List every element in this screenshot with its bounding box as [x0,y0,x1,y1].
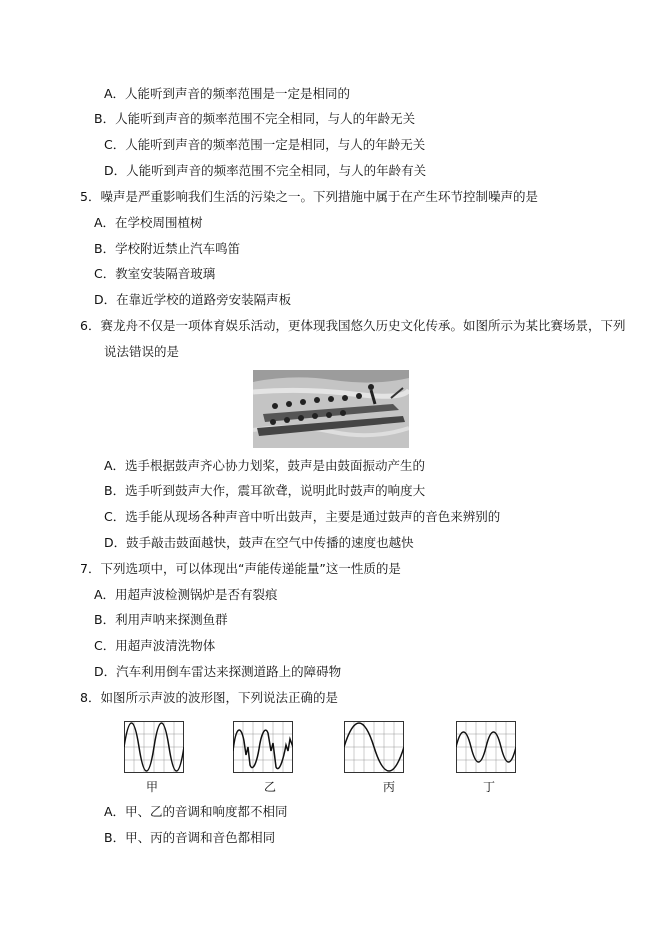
q5-option-a: A．在学校周围植树 [94,215,203,230]
dragon-boat-illustration [253,370,409,448]
q5-option-d: D．在靠近学校的道路旁安装隔声板 [94,292,292,307]
q7-stem: 7．下列选项中，可以体现出“声能传递能量”这一性质的是 [80,561,401,576]
waveform-label-bing: 丙 [383,780,396,794]
q6-option-d: D．鼓手敲击鼓面越快，鼓声在空气中传播的速度也越快 [104,535,414,550]
q6-option-a: A．选手根据鼓声齐心协力划桨，鼓声是由鼓面振动产生的 [104,458,426,473]
waveform-label-yi: 乙 [264,780,277,794]
waveform-yi [233,721,293,773]
q5-option-b: B．学校附近禁止汽车鸣笛 [94,241,241,256]
q4-option-d: D．人能听到声音的频率范围不完全相同，与人的年龄有关 [104,163,427,178]
q5-stem: 5．噪声是严重影响我们生活的污染之一。下列措施中属于在产生环节控制噪声的是 [80,189,538,204]
q4-option-a: A．人能听到声音的频率范围是一定是相同的 [104,86,351,101]
q7-option-a: A．用超声波检测锅炉是否有裂痕 [94,587,278,602]
dragon-boat-race-photo [253,370,409,448]
q7-option-d: D．汽车利用倒车雷达来探测道路上的障碍物 [94,664,342,679]
waveform-jia [124,721,184,773]
waveform-label-jia: 甲 [146,780,159,794]
q6-option-c: C．选手能从现场各种声音中听出鼓声，主要是通过鼓声的音色来辨别的 [104,509,501,524]
q7-option-c: C．用超声波清洗物体 [94,638,216,653]
q6-stem-line1: 6．赛龙舟不仅是一项体育娱乐活动，更体现我国悠久历史文化传承。如图所示为某比赛场景，下列 [80,318,626,333]
q6-option-b: B．选手听到鼓声大作，震耳欲聋，说明此时鼓声的响度大 [104,483,426,498]
q5-option-c: C．教室安装隔音玻璃 [94,266,216,281]
q8-option-a: A．甲、乙的音调和响度都不相同 [104,804,288,819]
q7-option-b: B．利用声呐来探测鱼群 [94,612,228,627]
q8-stem: 8．如图所示声波的波形图，下列说法正确的是 [80,690,338,705]
q6-stem-line2: 说法错误的是 [104,344,180,359]
waveform-ding [456,721,516,773]
q8-option-b: B．甲、丙的音调和音色都相同 [104,830,276,845]
waveform-label-ding: 丁 [483,780,496,794]
q4-option-b: B．人能听到声音的频率范围不完全相同，与人的年龄无关 [94,111,416,126]
q4-option-c: C．人能听到声音的频率范围一定是相同，与人的年龄无关 [104,137,426,152]
waveform-bing [344,721,404,773]
